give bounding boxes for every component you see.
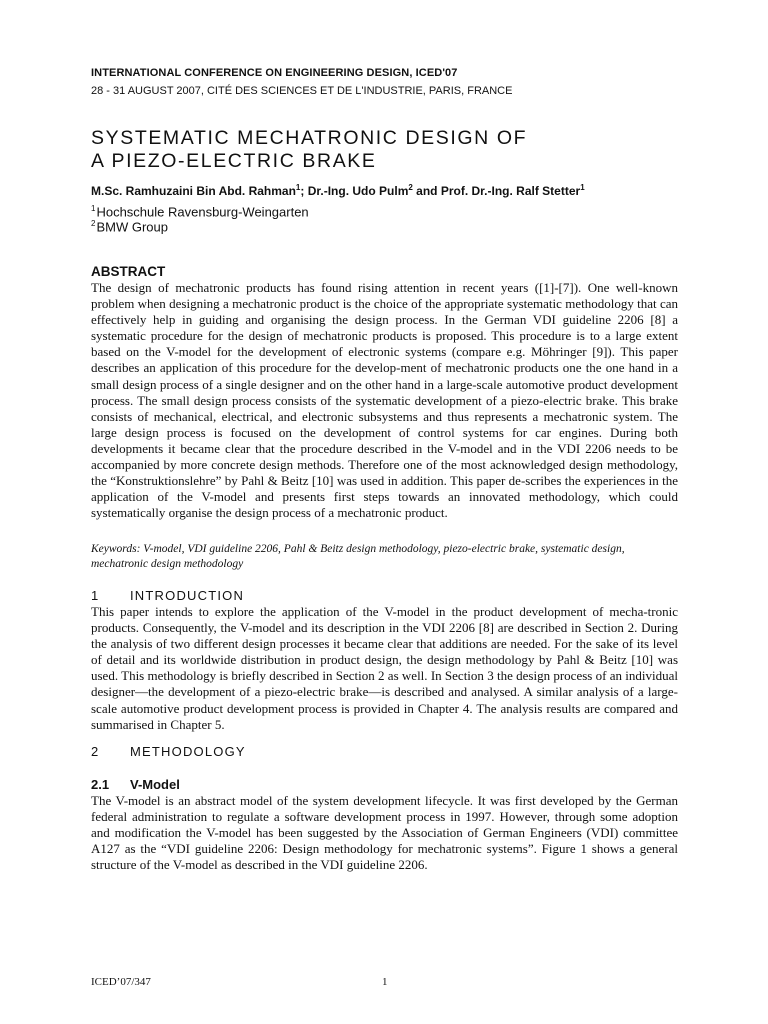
section-1-text: This paper intends to explore the application of the V-model in the product development of mecha-tronic products. Consequently, the V-model and its description in the VDI 2206 [8] are described in Section 2. During the analysis of two different design processes it became clear that additions are needed. For the sake of its level of detail and its worldwide distribution in product design, the design methodology by Pahl & Beitz [10] was used. This methodology is briefly described in Section 2 as well. In Section 3 the design process of an individual designer—the development of a piezo-electric brake—is described and analysed. A similar analysis of a large-scale automotive product development process is provided in Chapter 4. The analysis results are compared and summarised in Chapter 5. [91,604,678,732]
section-2-1-title: V-Model [130,777,180,792]
abstract-heading: ABSTRACT [91,264,166,279]
section-2-1-heading [91,777,180,792]
section-1-title: INTRODUCTION [130,588,245,603]
affiliation-1-marker: 1 [91,204,96,213]
affiliation-1 [91,204,309,219]
author-list [91,183,585,198]
section-2-1-number: 2.1 [91,777,110,792]
author-1-affil: 1 [295,183,301,192]
author-2: ; Dr.-Ing. Udo Pulm [300,184,409,198]
section-1-heading [91,588,244,603]
section-2-heading [91,744,246,759]
section-2-title: METHODOLOGY [130,744,246,759]
author-3-affil: 1 [580,183,585,192]
affiliation-2 [91,219,168,234]
paper-title-line2: A PIEZO-ELECTRIC BRAKE [91,150,377,172]
abstract-text: The design of mechatronic products has found rising attention in recent years ([1]-[7]). One well-known problem when designing a mechatronic product is the choice of the appropriate systematic methodology that can effectively help in guiding and organising the design process. In the German VDI guideline 2206 [8] a systematic procedure for the design of mechatronic products is proposed. This procedure is to a large extent based on the V-model for the development of electronic systems (compare e.g. Möhringer [9]). This paper describes an application of this procedure for the develop-ment of mechatronic products one the one hand in a small design process of a single designer and on the other hand in a large-scale automotive product development process. The small design process consists of the systematic development of a piezo-electric brake. This brake consists of mechanical, electrical, and electronic subsystems and thus represents a mechatronic system. The large design process is focused on the development of control systems for car engines. During both developments it became clear that the procedure described in the V-model and in the VDI 2206 needs to be accompanied by more concrete design methods. Therefore one of the most acknowledged design methodology, the “Konstruktionslehre” by Pahl & Beitz [10] was used in addition. This paper de-scribes the experiences in the application of the V-model and presents first steps towards an innovated methodology, which could systematically organise the design process of a mechatronic product. [91,280,678,521]
author-3: and Prof. Dr.-Ing. Ralf Stetter [412,184,581,198]
paper-title-line1: SYSTEMATIC MECHATRONIC DESIGN OF [91,127,528,149]
affiliation-2-name: BMW Group [96,219,168,235]
section-2-number: 2 [91,744,100,759]
conference-name: INTERNATIONAL CONFERENCE ON ENGINEERING DESIGN, ICED'07 [91,67,458,79]
author-2-affil: 2 [408,183,413,192]
section-1-number: 1 [91,588,100,603]
section-2-1-text: The V-model is an abstract model of the system development lifecycle. It was first developed by the German federal administration to regulate a software development process in 1997. However, through some adoption and modification the V-model has been suggested by the Association of German Engineers (VDI) committee A127 as the “VDI guideline 2206: Design methodology for mechatronic systems”. Figure 1 shows a general structure of the V-model as described in the VDI guideline 2206. [91,793,678,873]
author-1: M.Sc. Ramhuzaini Bin Abd. Rahman [91,184,296,198]
footer-page-number: 1 [382,976,388,988]
affiliation-2-marker: 2 [91,219,96,228]
affiliation-1-name: Hochschule Ravensburg-Weingarten [96,204,309,220]
conference-dates: 28 - 31 AUGUST 2007, CITÉ DES SCIENCES ET DE L'INDUSTRIE, PARIS, FRANCE [91,85,513,97]
footer-paper-id: ICED’07/347 [91,976,151,988]
paper-title [91,127,527,173]
keywords: Keywords: V-model, VDI guideline 2206, Pahl & Beitz design methodology, piezo-electric brake, systematic design, mechatronic design methodology [91,543,625,570]
